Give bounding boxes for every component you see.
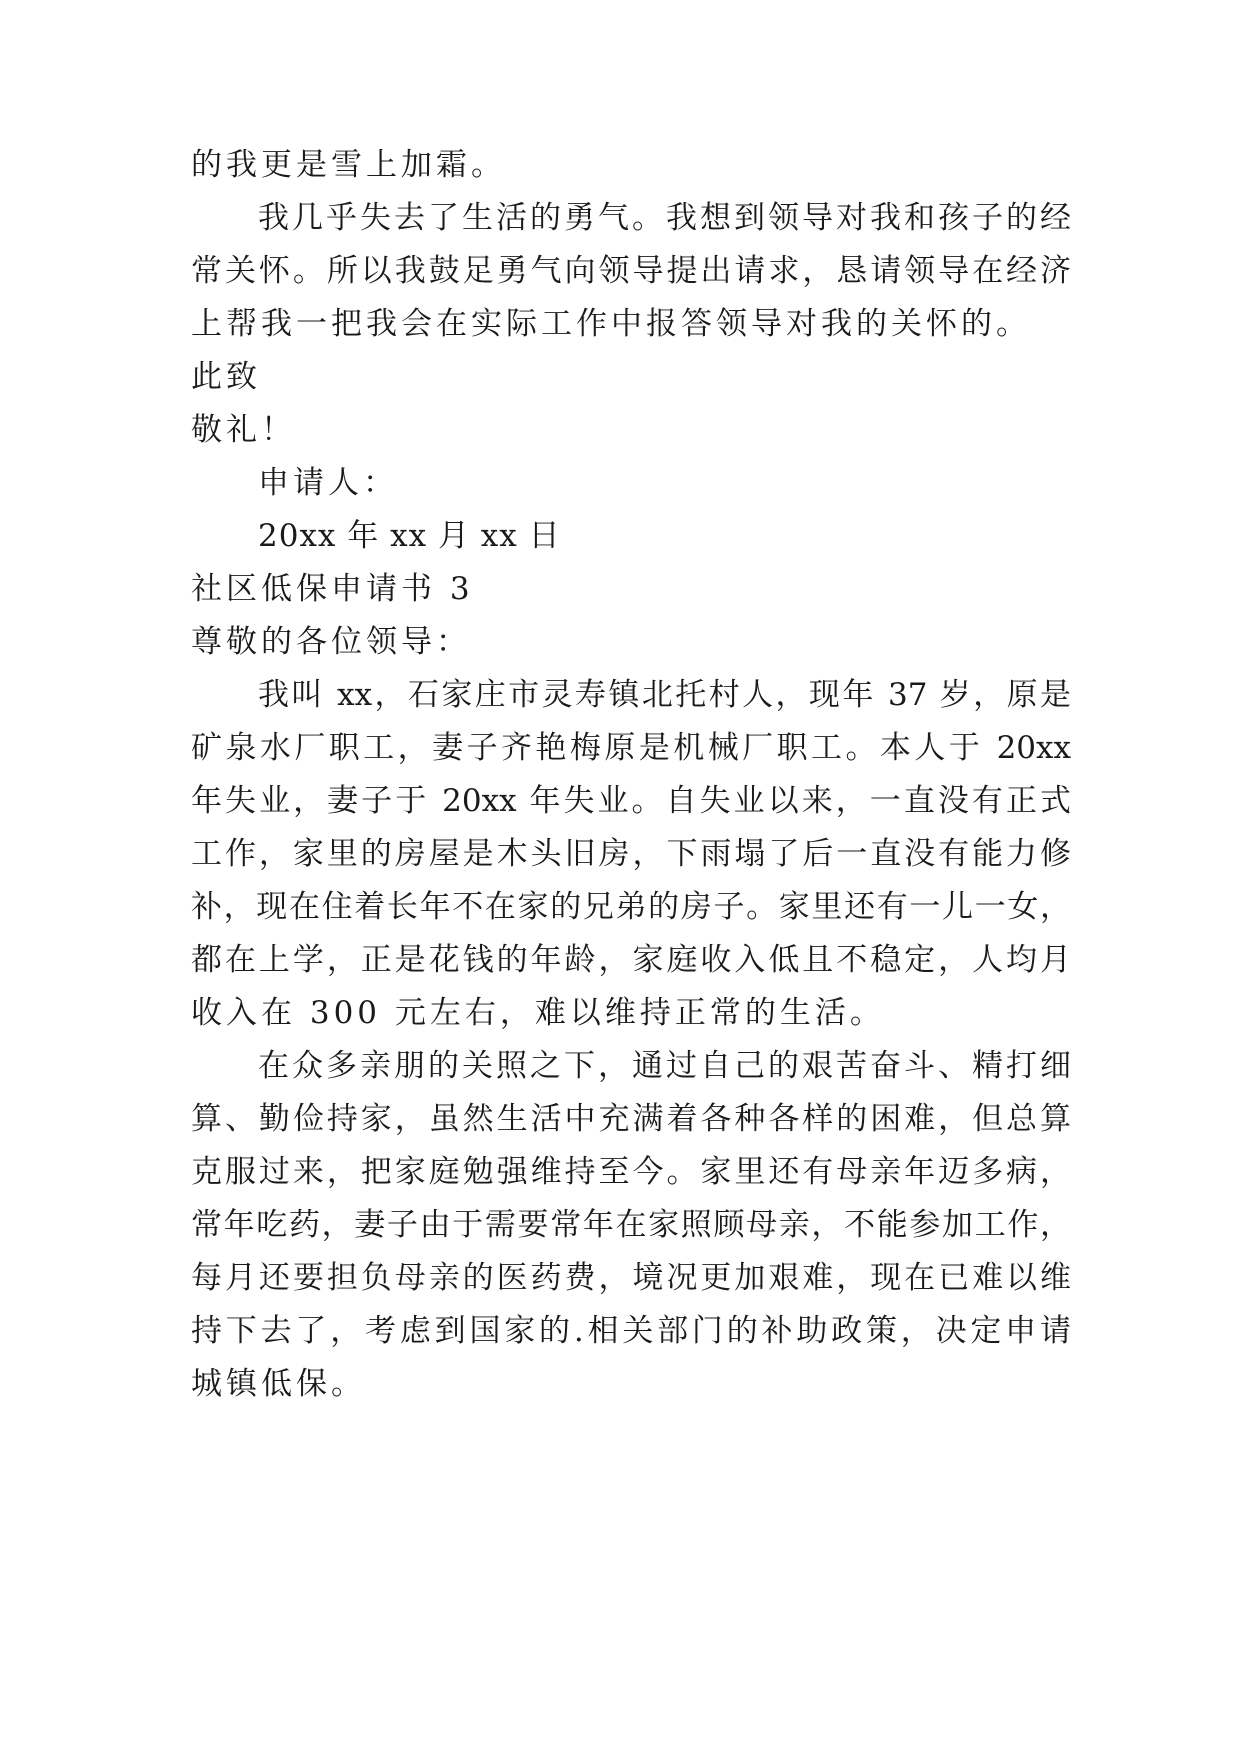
paragraph-line: 年失业，妻子于 20xx 年失业。自失业以来，一直没有正式 — [191, 783, 1071, 819]
paragraph-line: 算、勤俭持家，虽然生活中充满着各种各样的困难，但总算 — [191, 1101, 1071, 1137]
text-line: 的我更是雪上加霜。 — [191, 147, 506, 183]
paragraph-line: 常关怀。所以我鼓足勇气向领导提出请求，恳请领导在经济 — [191, 253, 1071, 289]
section-title: 社区低保申请书 3 — [191, 571, 474, 607]
paragraph-line: 我叫 xx，石家庄市灵寿镇北托村人，现年 37 岁，原是 — [258, 677, 1071, 713]
closing-phrase: 此致 — [191, 359, 261, 395]
paragraph-line: 上帮我一把我会在实际工作中报答领导对我的关怀的。 — [191, 306, 1031, 342]
paragraph-line: 收入在 300 元左右，难以维持正常的生活。 — [191, 995, 885, 1031]
applicant-label: 申请人： — [258, 465, 398, 501]
paragraph-line: 城镇低保。 — [191, 1366, 366, 1402]
paragraph-line: 补，现在住着长年不在家的兄弟的房子。家里还有一儿一女， — [191, 889, 1071, 925]
paragraph-line: 矿泉水厂职工，妻子齐艳梅原是机械厂职工。本人于 20xx — [191, 730, 1071, 766]
paragraph-line: 在众多亲朋的关照之下，通过自己的艰苦奋斗、精打细 — [258, 1048, 1071, 1084]
greeting: 尊敬的各位领导： — [191, 624, 471, 660]
salutation-closing: 敬礼！ — [191, 412, 296, 448]
paragraph-line: 每月还要担负母亲的医药费，境况更加艰难，现在已难以维 — [191, 1260, 1071, 1296]
paragraph-line: 常年吃药，妻子由于需要常年在家照顾母亲，不能参加工作， — [191, 1207, 1071, 1243]
paragraph-line: 持下去了，考虑到国家的.相关部门的补助政策，决定申请 — [191, 1313, 1071, 1349]
paragraph-line: 工作，家里的房屋是木头旧房，下雨塌了后一直没有能力修 — [191, 836, 1071, 872]
paragraph-line: 我几乎失去了生活的勇气。我想到领导对我和孩子的经 — [258, 200, 1071, 236]
date-line: 20xx 年 xx 月 xx 日 — [258, 518, 561, 554]
paragraph-line: 都在上学，正是花钱的年龄，家庭收入低且不稳定，人均月 — [191, 942, 1071, 978]
paragraph-line: 克服过来，把家庭勉强维持至今。家里还有母亲年迈多病， — [191, 1154, 1071, 1190]
